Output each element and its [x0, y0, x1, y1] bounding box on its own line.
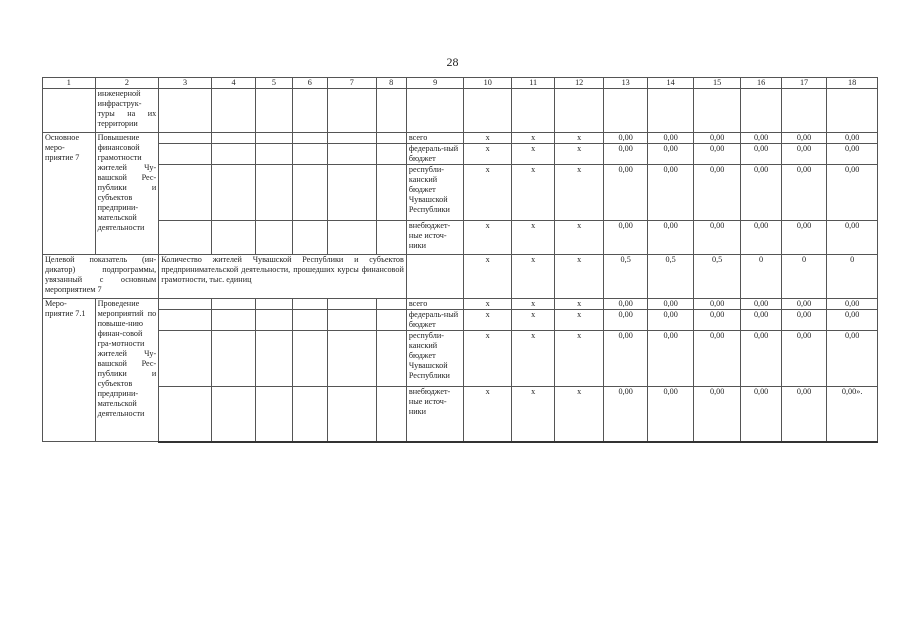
value-cell: 0,00: [693, 299, 741, 310]
table-cell: [211, 310, 255, 331]
table-cell: [159, 133, 212, 144]
value-cell: 0,00: [741, 299, 781, 310]
value-cell: x: [511, 165, 554, 221]
table-row: [43, 255, 878, 299]
value-cell: x: [511, 310, 554, 331]
page-number: 28: [446, 55, 459, 69]
continuation-text: инженерной инфраструк-туры на их территории: [95, 89, 159, 133]
value-cell: 0,00: [648, 133, 693, 144]
value-cell: 0,00: [603, 331, 647, 387]
funding-source: федераль-ный бюджет: [406, 144, 464, 165]
value-cell: x: [464, 165, 512, 221]
funding-source: республи-канский бюджет Чувашской Республики: [406, 331, 464, 387]
value-cell: x: [511, 133, 554, 144]
value-cell: 0,00: [603, 387, 647, 442]
table-cell: [376, 133, 406, 144]
table-cell: [159, 165, 212, 221]
table-cell: [292, 89, 327, 133]
value-cell: 0,00: [603, 221, 647, 255]
table-cell: [376, 299, 406, 310]
value-cell: x: [464, 310, 512, 331]
table-header: [43, 78, 878, 89]
value-cell: 0,00: [693, 221, 741, 255]
value-cell: x: [511, 221, 554, 255]
table-cell: [781, 89, 826, 133]
value-cell: 0,00: [741, 387, 781, 442]
table-cell: [376, 387, 406, 442]
value-cell: 0,00: [741, 144, 781, 165]
table-cell: [376, 89, 406, 133]
table-cell: [603, 89, 647, 133]
table-cell: [406, 255, 464, 299]
funding-source: внебюджет-ные источ-ники: [406, 387, 464, 442]
value-cell: 0,00: [693, 331, 741, 387]
value-cell: 0: [741, 255, 781, 299]
table-cell: [693, 89, 741, 133]
value-cell: 0,00: [648, 299, 693, 310]
table-cell: [376, 310, 406, 331]
header-cell: 16: [741, 78, 781, 89]
table-cell: [211, 89, 255, 133]
value-cell: x: [464, 221, 512, 255]
value-cell: 0,00: [648, 165, 693, 221]
value-cell: x: [555, 331, 604, 387]
table-cell: [292, 310, 327, 331]
table-cell: [292, 387, 327, 442]
table-cell: [328, 144, 377, 165]
value-cell: x: [464, 144, 512, 165]
funding-source: федераль-ный бюджет: [406, 310, 464, 331]
table-cell: [376, 144, 406, 165]
table-cell: [256, 165, 292, 221]
indicator-label: Целевой показатель (ин-дикатор) подпрограммы, увязанный с основным мероприятием 7: [43, 255, 159, 299]
value-cell: 0,00: [603, 165, 647, 221]
value-cell: 0,00: [741, 310, 781, 331]
value-cell: 0,00: [603, 133, 647, 144]
header-cell: 15: [693, 78, 741, 89]
value-cell: 0,00: [827, 133, 878, 144]
table-cell: [464, 89, 512, 133]
table-cell: [292, 221, 327, 255]
table-cell: [328, 331, 377, 387]
table-cell: [211, 387, 255, 442]
header-cell: 8: [376, 78, 406, 89]
table-cell: [741, 89, 781, 133]
table-cell: [292, 299, 327, 310]
value-cell: 0,00: [648, 331, 693, 387]
header-cell: 6: [292, 78, 327, 89]
value-cell: x: [511, 387, 554, 442]
value-cell: x: [555, 221, 604, 255]
value-cell: 0,00: [827, 144, 878, 165]
table-cell: [159, 221, 212, 255]
table-cell: [511, 89, 554, 133]
budget-table: [42, 77, 878, 443]
table-cell: [328, 165, 377, 221]
value-cell: 0: [781, 255, 826, 299]
table-row: [43, 331, 878, 387]
header-cell: 18: [827, 78, 878, 89]
indicator-text: Количество жителей Чувашской Республики и субъектов предпринимательской деятельности, прошедших курсы финансовой грамотности, тыс. единиц: [159, 255, 407, 299]
activity-label: Основное меро-приятие 7: [43, 133, 96, 255]
table-cell: [328, 133, 377, 144]
header-cell: 17: [781, 78, 826, 89]
value-cell: 0,00: [603, 299, 647, 310]
table-cell: [256, 221, 292, 255]
table-row: [43, 387, 878, 442]
table-cell: [256, 331, 292, 387]
value-cell: 0,00: [827, 299, 878, 310]
value-cell: 0,5: [693, 255, 741, 299]
table-cell: [328, 387, 377, 442]
value-cell: 0,00: [693, 387, 741, 442]
value-cell: x: [511, 255, 554, 299]
value-cell: x: [555, 310, 604, 331]
value-cell: x: [555, 133, 604, 144]
table-row: [43, 133, 878, 144]
table-cell: [211, 165, 255, 221]
value-cell: x: [464, 331, 512, 387]
value-cell: 0: [827, 255, 878, 299]
table-cell: [328, 89, 377, 133]
table-cell: [159, 387, 212, 442]
header-cell: 14: [648, 78, 693, 89]
header-cell: 2: [95, 78, 159, 89]
funding-source: всего: [406, 133, 464, 144]
table-cell: [256, 387, 292, 442]
value-cell: 0,00: [693, 310, 741, 331]
value-cell: 0,00: [648, 144, 693, 165]
value-cell: x: [464, 387, 512, 442]
value-cell: 0,00: [648, 310, 693, 331]
funding-source: всего: [406, 299, 464, 310]
value-cell: 0,00: [741, 331, 781, 387]
value-cell: x: [555, 387, 604, 442]
value-cell: x: [555, 255, 604, 299]
table-row: [43, 299, 878, 310]
value-cell: 0,00: [781, 144, 826, 165]
table-cell: [376, 221, 406, 255]
value-cell: 0,00: [781, 387, 826, 442]
table-row: [43, 89, 878, 133]
value-cell: x: [555, 144, 604, 165]
value-cell: 0,5: [603, 255, 647, 299]
value-cell: x: [555, 299, 604, 310]
table-cell: [376, 165, 406, 221]
table-cell: [292, 144, 327, 165]
value-cell: 0,00: [693, 165, 741, 221]
header-cell: 13: [603, 78, 647, 89]
header-cell: 5: [256, 78, 292, 89]
table-cell: [159, 310, 212, 331]
table-row: [43, 144, 878, 165]
activity-name: Проведение мероприятий по повыше-нию финан-совой гра-мотности жителей Чу-вашской Рес-публики и субъектов предприни-мательской деятельности: [95, 299, 159, 442]
table-cell: [211, 299, 255, 310]
table-cell: [211, 133, 255, 144]
table-cell: [211, 144, 255, 165]
value-cell: 0,00: [603, 144, 647, 165]
header-cell: 12: [555, 78, 604, 89]
value-cell: 0,5: [648, 255, 693, 299]
table-row: [43, 165, 878, 221]
value-cell: 0,00: [693, 144, 741, 165]
value-cell: x: [464, 299, 512, 310]
value-cell: x: [464, 133, 512, 144]
table-cell: [256, 299, 292, 310]
value-cell: 0,00: [781, 133, 826, 144]
table-cell: [328, 299, 377, 310]
value-cell: 0,00: [603, 310, 647, 331]
table-cell: [292, 331, 327, 387]
header-cell: 4: [211, 78, 255, 89]
table-cell: [159, 144, 212, 165]
header-cell: 10: [464, 78, 512, 89]
table-row: [43, 310, 878, 331]
header-cell: 7: [328, 78, 377, 89]
value-cell: x: [511, 331, 554, 387]
activity-label: Меро-приятие 7.1: [43, 299, 96, 442]
table-cell: [256, 133, 292, 144]
table-row: [43, 221, 878, 255]
table-cell: [328, 310, 377, 331]
table-cell: [211, 331, 255, 387]
table-cell: [256, 144, 292, 165]
table-cell: [292, 165, 327, 221]
value-cell: 0,00: [827, 331, 878, 387]
value-cell: 0,00: [781, 299, 826, 310]
value-cell: 0,00: [781, 331, 826, 387]
value-cell: 0,00: [741, 165, 781, 221]
value-cell: x: [464, 255, 512, 299]
funding-source: республи-канский бюджет Чувашской Республики: [406, 165, 464, 221]
table-cell: [256, 89, 292, 133]
table-cell: [827, 89, 878, 133]
table-cell: [256, 310, 292, 331]
table-cell: [211, 221, 255, 255]
table-cell: [159, 89, 212, 133]
value-cell: x: [555, 165, 604, 221]
value-cell: 0,00: [827, 310, 878, 331]
value-cell: x: [511, 299, 554, 310]
value-cell: 0,00: [648, 387, 693, 442]
table-cell: [555, 89, 604, 133]
table-cell: [376, 331, 406, 387]
value-cell: 0,00: [781, 310, 826, 331]
value-cell: 0,00».: [827, 387, 878, 442]
table-cell: [43, 89, 96, 133]
table-cell: [159, 331, 212, 387]
header-cell: 9: [406, 78, 464, 89]
header-cell: 1: [43, 78, 96, 89]
value-cell: x: [511, 144, 554, 165]
value-cell: 0,00: [741, 133, 781, 144]
table-cell: [406, 89, 464, 133]
value-cell: 0,00: [827, 165, 878, 221]
activity-name: Повышение финансовой грамотности жителей Чу-вашской Рес-публики и субъектов предприни-мательской деятельности: [95, 133, 159, 255]
value-cell: 0,00: [781, 165, 826, 221]
header-cell: 11: [511, 78, 554, 89]
header-row: [43, 78, 878, 89]
value-cell: 0,00: [827, 221, 878, 255]
funding-source: внебюджет-ные источ-ники: [406, 221, 464, 255]
value-cell: 0,00: [781, 221, 826, 255]
value-cell: 0,00: [741, 221, 781, 255]
header-cell: 3: [159, 78, 212, 89]
table-cell: [648, 89, 693, 133]
table-cell: [292, 133, 327, 144]
table-cell: [159, 299, 212, 310]
value-cell: 0,00: [648, 221, 693, 255]
table-cell: [328, 221, 377, 255]
value-cell: 0,00: [693, 133, 741, 144]
